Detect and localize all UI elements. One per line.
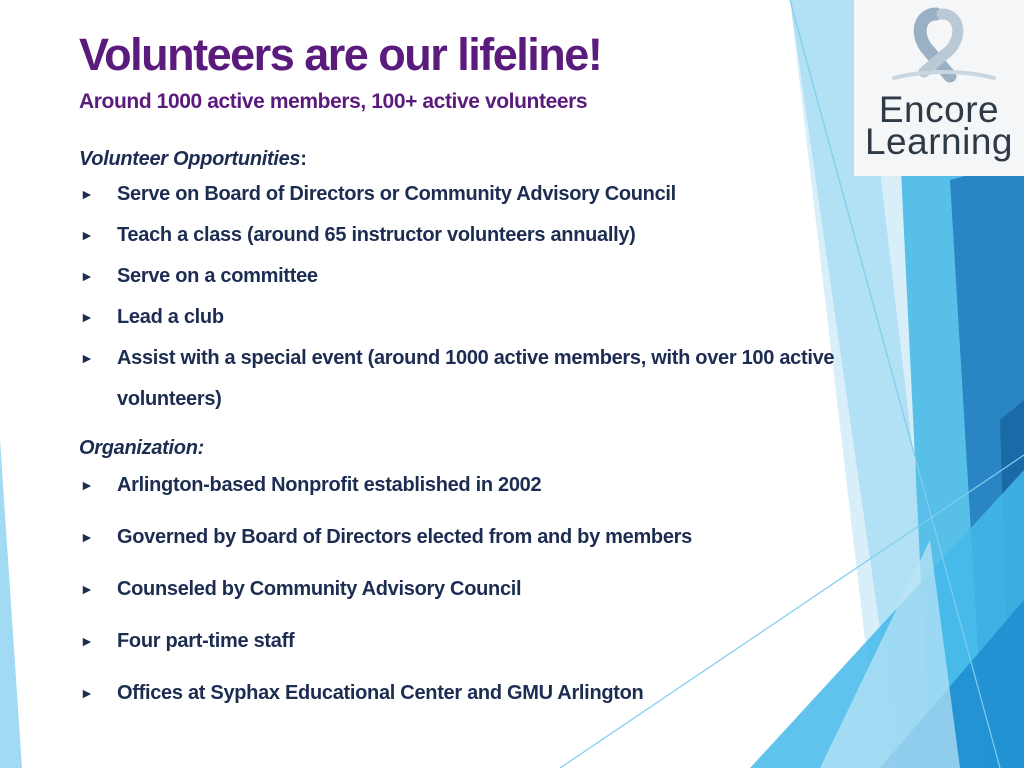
encore-learning-logo	[854, 0, 1024, 176]
bullet-arrow-icon: ►	[80, 633, 94, 649]
list-item-text: Serve on a committee	[117, 265, 318, 287]
list-item-text: Counseled by Community Advisory Council	[117, 578, 522, 600]
bullet-arrow-icon: ►	[80, 268, 94, 284]
volunteer-heading-colon: :	[300, 148, 307, 170]
bullet-arrow-icon: ►	[80, 186, 94, 202]
list-item-text: Teach a class (around 65 instructor volunteers annually)	[117, 224, 636, 246]
bullet-arrow-icon: ►	[80, 581, 94, 597]
list-item-text: Offices at Syphax Educational Center and GMU Arlington	[117, 682, 644, 704]
bullet-arrow-icon: ►	[80, 309, 94, 325]
list-item	[79, 524, 859, 550]
organization-heading: Organization:	[79, 437, 204, 459]
list-item	[79, 680, 859, 706]
list-item	[79, 256, 859, 297]
list-item	[79, 472, 859, 498]
list-item	[79, 174, 859, 215]
list-item	[79, 338, 837, 420]
volunteer-heading	[79, 146, 307, 172]
list-item-text: Arlington-based Nonprofit established in 2002	[117, 474, 542, 496]
logo-text-line1: Encore	[878, 89, 1000, 130]
slide-subtitle: Around 1000 active members, 100+ active volunteers	[79, 90, 588, 113]
list-item	[79, 628, 859, 654]
bullet-arrow-icon: ►	[80, 227, 94, 243]
volunteer-list	[79, 174, 859, 420]
bullet-arrow-icon: ►	[80, 477, 94, 493]
logo-text-line2: Learning	[864, 121, 1013, 162]
bullet-arrow-icon: ►	[80, 529, 94, 545]
list-item-text: Governed by Board of Directors elected from and by members	[117, 526, 692, 548]
list-item-text: Lead a club	[117, 306, 224, 328]
organization-list	[79, 472, 859, 732]
bullet-arrow-icon: ►	[80, 350, 94, 366]
ribbon-icon	[854, 0, 1024, 90]
list-item	[79, 297, 859, 338]
list-item-text: Four part-time staff	[117, 630, 295, 652]
bullet-arrow-icon: ►	[80, 685, 94, 701]
slide-title: Volunteers are our lifeline!	[79, 29, 602, 80]
list-item	[79, 215, 859, 256]
list-item-text: Assist with a special event (around 1000 active members, with over 100 active volunteers)	[117, 347, 835, 410]
left-edge-stripe	[0, 440, 22, 768]
list-item	[79, 576, 859, 602]
list-item-text: Serve on Board of Directors or Community Advisory Council	[117, 183, 676, 205]
volunteer-heading-text: Volunteer Opportunities	[79, 148, 301, 170]
